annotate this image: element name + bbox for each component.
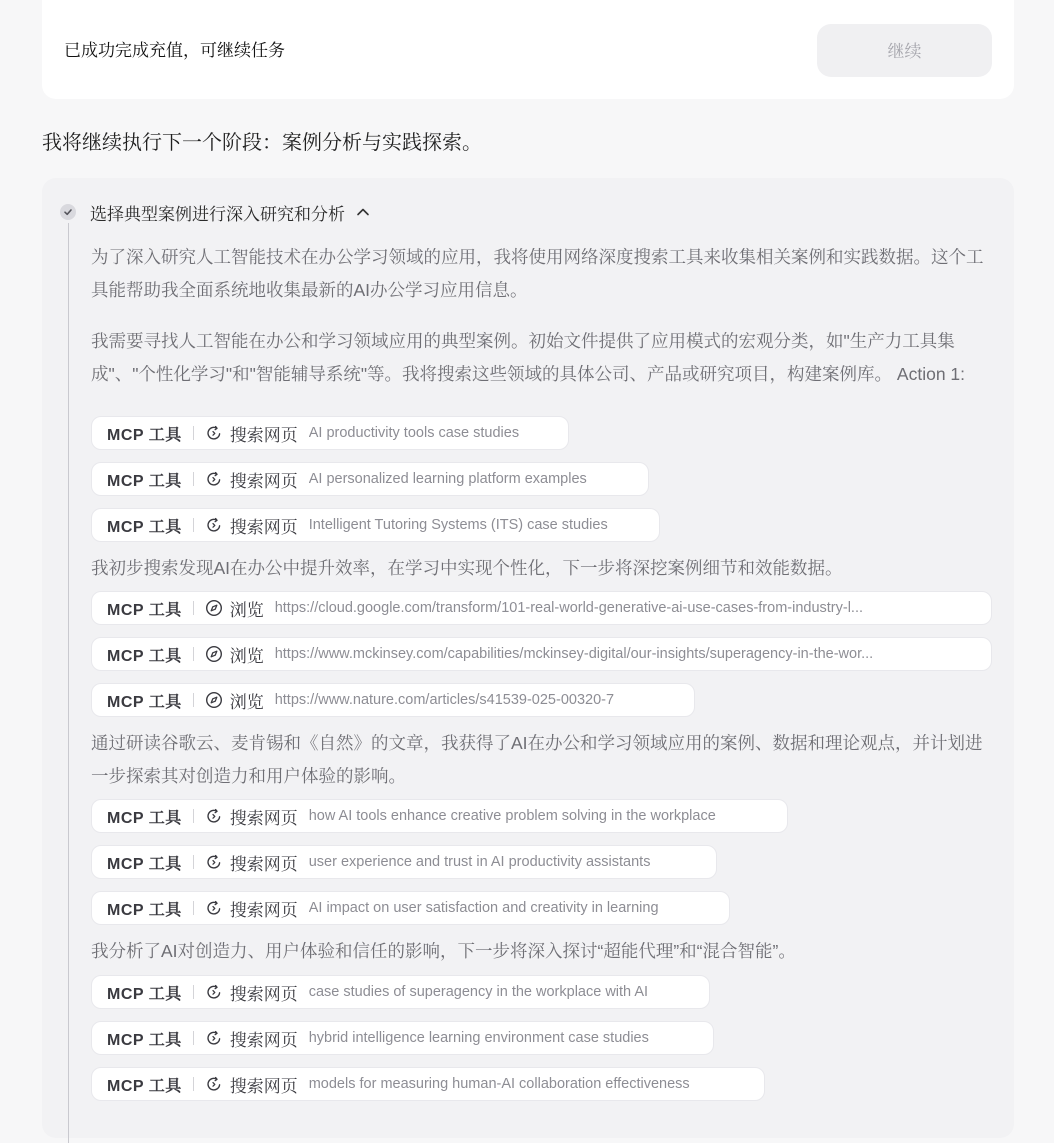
tree-line [68,223,69,1143]
tool-action: 浏览 [229,600,264,620]
refresh-search-icon [205,1075,223,1093]
tool-label: MCP 工具 [107,901,182,919]
divider [193,647,194,661]
tool-call-chip[interactable] [91,891,730,925]
tool-query: AI impact on user satisfaction and creativity in learning [308,900,659,916]
tool-query: case studies of superagency in the workplace with AI [308,984,649,1000]
tool-query: user experience and trust in AI productivity assistants [308,854,651,870]
task-title: 选择典型案例进行深入研究和分析 [90,204,345,224]
tool-action: 搜索网页 [229,425,298,445]
tool-label: MCP 工具 [107,518,182,536]
tool-action: 搜索网页 [229,900,298,920]
step-text: 我初步搜索发现AI在办公中提升效率，在学习中实现个性化，下一步将深挖案例细节和效能数据。 [91,558,843,578]
tool-query: AI personalized learning platform examples [308,471,587,487]
tool-call-chip[interactable] [91,845,717,879]
compass-icon [205,645,223,663]
tool-label: MCP 工具 [107,426,182,444]
divider [193,426,194,440]
refresh-search-icon [205,899,223,917]
refresh-search-icon [205,470,223,488]
tool-label: MCP 工具 [107,855,182,873]
tool-label: MCP 工具 [107,1031,182,1049]
tool-action: 搜索网页 [229,854,298,874]
tool-call-chip[interactable] [91,799,788,833]
refresh-search-icon [205,516,223,534]
tool-call-chip[interactable] [91,683,695,717]
tool-action: 浏览 [229,692,264,712]
tool-action: 搜索网页 [229,1030,298,1050]
tool-call-chip[interactable] [91,637,992,671]
step-text: 为了深入研究人工智能技术在办公学习领域的应用，我将使用网络深度搜索工具来收集相关案例和实践数据。这个工具能帮助我全面系统地收集最新的AI办公学习应用信息。 [91,247,984,300]
tool-label: MCP 工具 [107,809,182,827]
compass-icon [205,599,223,617]
tool-call-chip[interactable] [91,462,649,496]
tool-label: MCP 工具 [107,472,182,490]
tool-query: AI productivity tools case studies [308,425,520,441]
tool-call-chip[interactable] [91,416,569,450]
tool-call-chip[interactable] [91,975,710,1009]
stage-message: 我将继续执行下一个阶段：案例分析与实践探索。 [42,132,482,154]
refresh-search-icon [205,807,223,825]
divider [193,985,194,999]
divider [193,1077,194,1091]
tool-query: how AI tools enhance creative problem solving in the workplace [308,808,716,824]
tool-label: MCP 工具 [107,693,182,711]
tool-call-chip[interactable] [91,508,660,542]
tool-query: models for measuring human-AI collaboration effectiveness [308,1076,690,1092]
refresh-search-icon [205,853,223,871]
tool-call-chip[interactable] [91,591,992,625]
divider [193,1031,194,1045]
tool-query: Intelligent Tutoring Systems (ITS) case studies [308,517,608,533]
tool-label: MCP 工具 [107,985,182,1003]
tool-call-chip[interactable] [91,1067,765,1101]
tool-action: 搜索网页 [229,808,298,828]
divider [193,472,194,486]
notice-text: 已成功完成充值，可继续任务 [64,41,285,60]
tool-query: hybrid intelligence learning environment case studies [308,1030,649,1046]
tool-action: 搜索网页 [229,1076,298,1096]
step-text: 通过研读谷歌云、麦肯锡和《自然》的文章，我获得了AI在办公和学习领域应用的案例、数据和理论观点，并计划进一步探索其对创造力和用户体验的影响。 [91,733,983,786]
divider [193,901,194,915]
tool-action: 搜索网页 [229,517,298,537]
divider [193,693,194,707]
refresh-search-icon [205,1029,223,1047]
tool-label: MCP 工具 [107,647,182,665]
refresh-search-icon [205,983,223,1001]
tool-query: https://cloud.google.com/transform/101-real-world-generative-ai-use-cases-from-industry-l... [274,600,864,616]
tool-query: https://www.mckinsey.com/capabilities/mckinsey-digital/our-insights/superagency-in-the-wor... [274,646,874,662]
divider [193,809,194,823]
tool-call-chip[interactable] [91,1021,714,1055]
tool-label: MCP 工具 [107,1077,182,1095]
compass-icon [205,691,223,709]
tool-label: MCP 工具 [107,601,182,619]
task-card [42,178,1014,1138]
step-text: 我需要寻找人工智能在办公和学习领域应用的典型案例。初始文件提供了应用模式的宏观分类，如"生产力工具集成"、"个性化学习"和"智能辅导系统"等。我将搜索这些领域的具体公司、产品或研究项目，构建案例库。 Action 1: [91,331,966,384]
continue-button[interactable]: 继续 [817,24,992,77]
tool-action: 搜索网页 [229,984,298,1004]
recharge-notice [42,0,1014,99]
divider [193,601,194,615]
refresh-search-icon [205,424,223,442]
chevron-up-icon[interactable] [355,204,371,220]
tool-action: 搜索网页 [229,471,298,491]
check-icon [60,204,76,220]
task-header[interactable] [60,200,371,224]
tool-query: https://www.nature.com/articles/s41539-025-00320-7 [274,692,615,708]
step-text: 我分析了AI对创造力、用户体验和信任的影响，下一步将深入探讨“超能代理”和“混合智能”。 [91,941,796,961]
divider [193,518,194,532]
tool-action: 浏览 [229,646,264,666]
divider [193,855,194,869]
